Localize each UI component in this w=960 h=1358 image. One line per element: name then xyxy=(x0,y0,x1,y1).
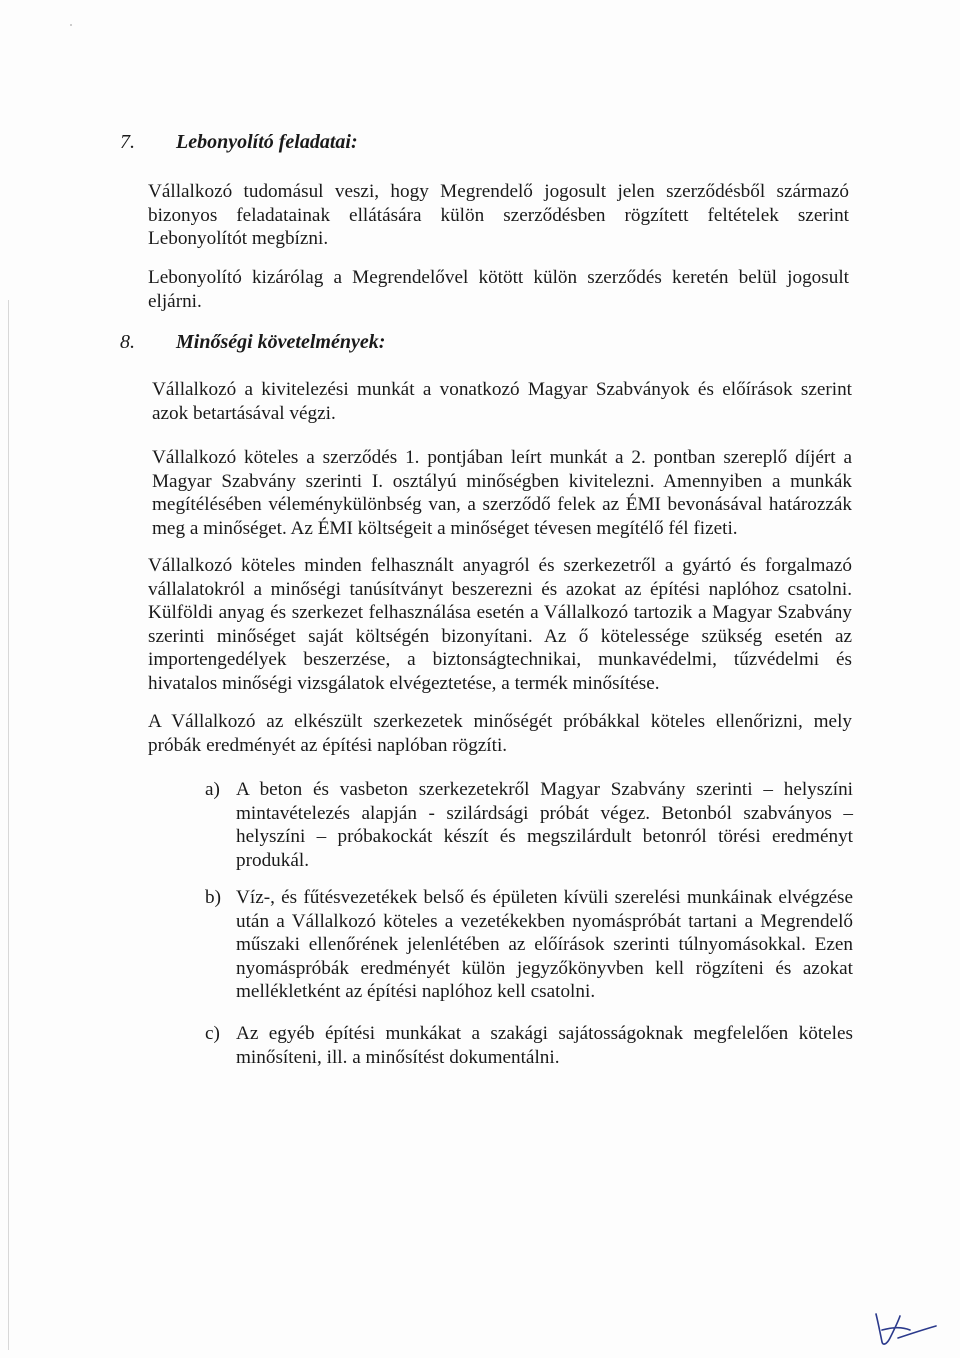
section-8-paragraph-3: Vállalkozó köteles minden felhasznált anyagról és szerkezetről a gyártó és forgalmazó vállalatokról a minőségi tanúsítványt beszerezni és azokat az építési naplóhoz csatolni. Külföldi anyag és szerkezet felhasználása esetén a Vállalkozó tartozik a Magyar Szabvány szerinti minőséget saját költségén bizonyítani. Az ő kötelessége szükség esetén az importengedélyek beszerzése, a biztonságtechnikai, munkavédelmi, tűzvédelmi és hivatalos minőségi vizsgálatok elvégeztetése, a termék minősítése. xyxy=(148,555,852,694)
section-7-heading xyxy=(120,130,358,154)
section-8-paragraph-2: Vállalkozó köteles a szerződés 1. pontjában leírt munkát a 2. pontban szereplő díjért a Magyar Szabvány szerinti I. osztályú minőségben kivitelezni. Amennyiben a munkák megítélésében véleménykülönbség van, a szerződő felek az ÉMI bevonásával határozzák meg a minőséget. Az ÉMI költségeit a minőséget tévesen megítélő fél fizeti. xyxy=(152,447,852,539)
list-marker-a: a) xyxy=(205,779,220,800)
list-text-a: A beton és vasbeton szerkezetekről Magyar Szabvány szerinti – helyszíni mintavételezés alapján - szilárdsági próbát végez. Betonból szabványos – helyszíni – próbakockát készít és megszilárdult betonról törési eredményt produkál. xyxy=(236,779,853,871)
list-item-c xyxy=(205,1022,853,1072)
list-marker-c: c) xyxy=(205,1023,220,1044)
list-text-c: Az egyéb építési munkákat a szakági sajátosságoknak megfelelően köteles minősíteni, ill. a minősítést dokumentálni. xyxy=(236,1023,853,1068)
section-7-paragraph-2: Lebonyolító kizárólag a Megrendelővel kötött külön szerződés keretén belül jogosult eljárni. xyxy=(148,267,849,312)
section-7-title: Lebonyolító feladatai: xyxy=(176,131,358,153)
list-marker-b: b) xyxy=(205,887,221,908)
section-7-paragraph-1: Vállalkozó tudomásul veszi, hogy Megrendelő jogosult jelen szerződésből származó bizonyos feladatainak ellátására külön szerződésben rögzített feltételek szerint Lebonyolítót megbízni. xyxy=(148,181,849,249)
handwritten-initials xyxy=(870,1308,940,1348)
section-8-title: Minőségi követelmények: xyxy=(176,331,386,353)
list-item-a xyxy=(205,778,853,874)
scan-edge-line xyxy=(8,300,9,1350)
scan-speck xyxy=(70,24,72,26)
section-8-paragraph-4: A Vállalkozó az elkészült szerkezetek minőségét próbákkal köteles ellenőrizni, mely próbák eredményét az építési naplóban rögzíti. xyxy=(148,711,852,756)
list-text-b: Víz-, és fűtésvezetékek belső és épületen kívüli szerelési munkáinak elvégzése után a Vállalkozó köteles a vezetékekben nyomáspróbát tartani a Megrendelő műszaki ellenőrének jelenlétében az előírások szerinti túlnyomásokkal. Ezen nyomáspróbák eredményét külön jegyzőkönyvben kell rögzíteni és azokat mellékletként az építési naplóhoz kell csatolni. xyxy=(236,887,853,1002)
section-8-number: 8. xyxy=(120,331,135,353)
section-8-paragraph-1: Vállalkozó a kivitelezési munkát a vonatkozó Magyar Szabványok és előírások szerint azok betartásával végzi. xyxy=(152,379,852,424)
section-7-number: 7. xyxy=(120,131,135,153)
section-8-heading xyxy=(120,330,386,354)
list-item-b xyxy=(205,886,853,1006)
